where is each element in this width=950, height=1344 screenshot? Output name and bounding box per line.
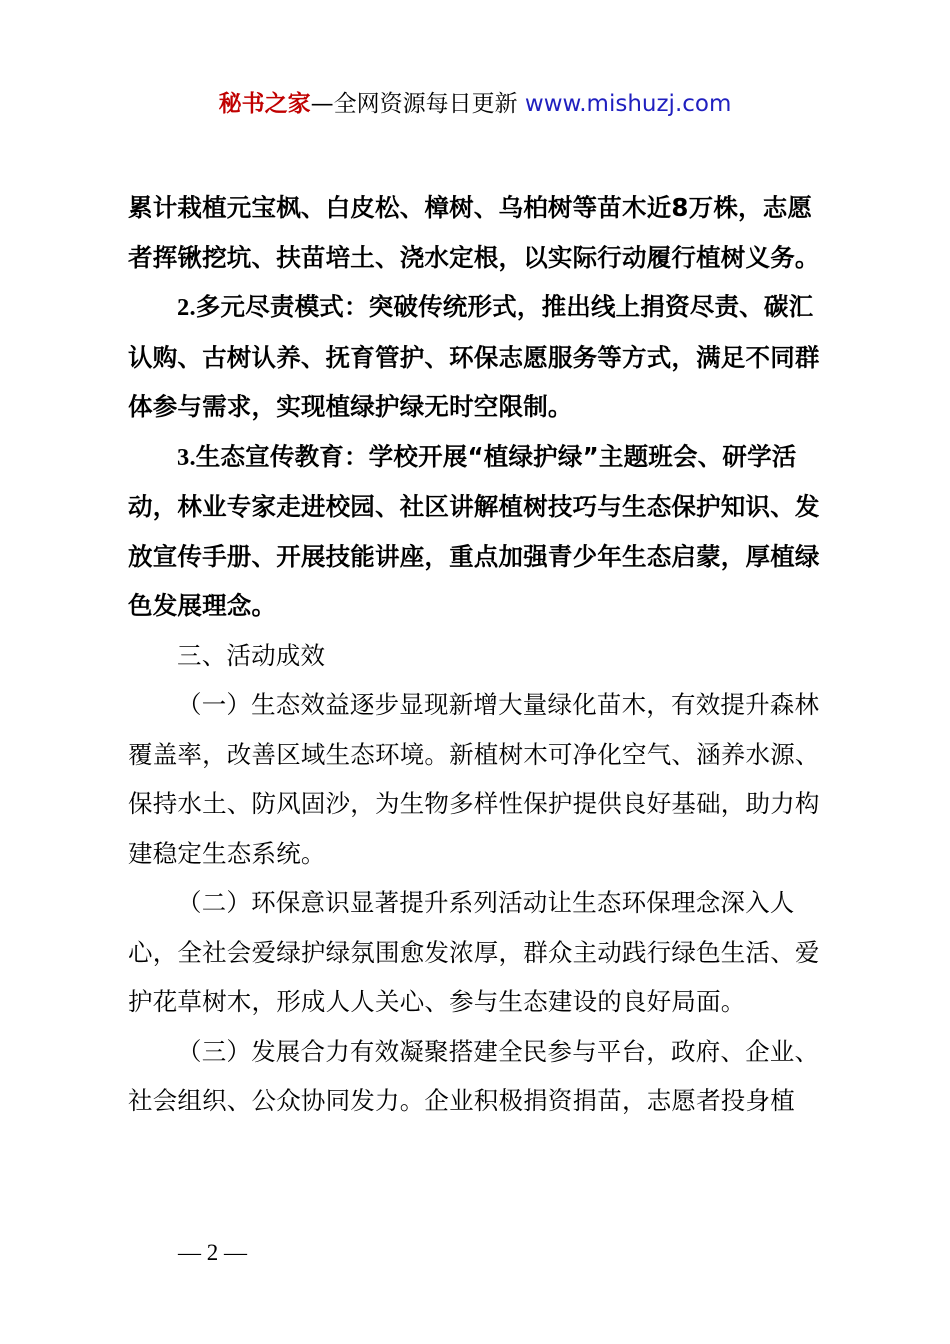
site-url-link[interactable]: www.mishuzj.com <box>524 91 732 117</box>
paragraph-environmental-awareness: （二）环保意识显著提升系列活动让生态环保理念深入人心，全社会爱绿护绿氛围愈发浓厚，群众主动践行绿色生活、爱护花草树木，形成人人关心、参与生态建设的良好局面。 <box>128 888 820 1016</box>
section-heading-results: 三、活动成效 <box>177 640 326 670</box>
paragraph-diverse-mode <box>128 282 834 432</box>
paragraph-eco-education <box>128 432 834 631</box>
paragraph-planting-summary: 累计栽植元宝枫、白皮松、樟树、乌柏树等苗木近8万株，志愿者挥锹挖坑、扶苗培土、浇水定根，以实际行动履行植树义务。 <box>128 193 820 272</box>
document-body <box>128 183 834 1126</box>
header-slogan: —全网资源每日更新 <box>310 91 525 117</box>
paragraph-joint-effort: （三）发展合力有效凝聚搭建全民参与平台，政府、企业、社会组织、公众协同发力。企业积极捐资捐苗，志愿者投身植 <box>128 1036 820 1115</box>
paragraph-ecological-benefits: （一）生态效益逐步显现新增大量绿化苗木，有效提升森林覆盖率，改善区域生态环境。新植树木可净化空气、涵养水源、保持水土、防风固沙，为生物多样性保护提供良好基础，助力构建稳定生态系统。 <box>128 690 820 868</box>
brand-name: 秘书之家 <box>218 91 311 117</box>
paragraph-text: 多元尽责模式：突破传统形式，推出线上捐资尽责、碳汇认购、古树认养、抚育管护、环保志愿服务等方式，满足不同群体参与需求，实现植绿护绿无时空限制。 <box>128 292 820 421</box>
page-number: — 2 — <box>178 1240 247 1265</box>
item-number: 3. <box>177 443 196 471</box>
paragraph-text: 生态宣传教育：学校开展“植绿护绿”主题班会、研学活动，林业专家走进校园、社区讲解植树技巧与生态保护知识、发放宣传手册、开展技能讲座，重点加强青少年生态启蒙，厚植绿色发展理念。 <box>128 441 820 620</box>
item-number: 2. <box>177 294 196 321</box>
site-header <box>0 86 950 122</box>
